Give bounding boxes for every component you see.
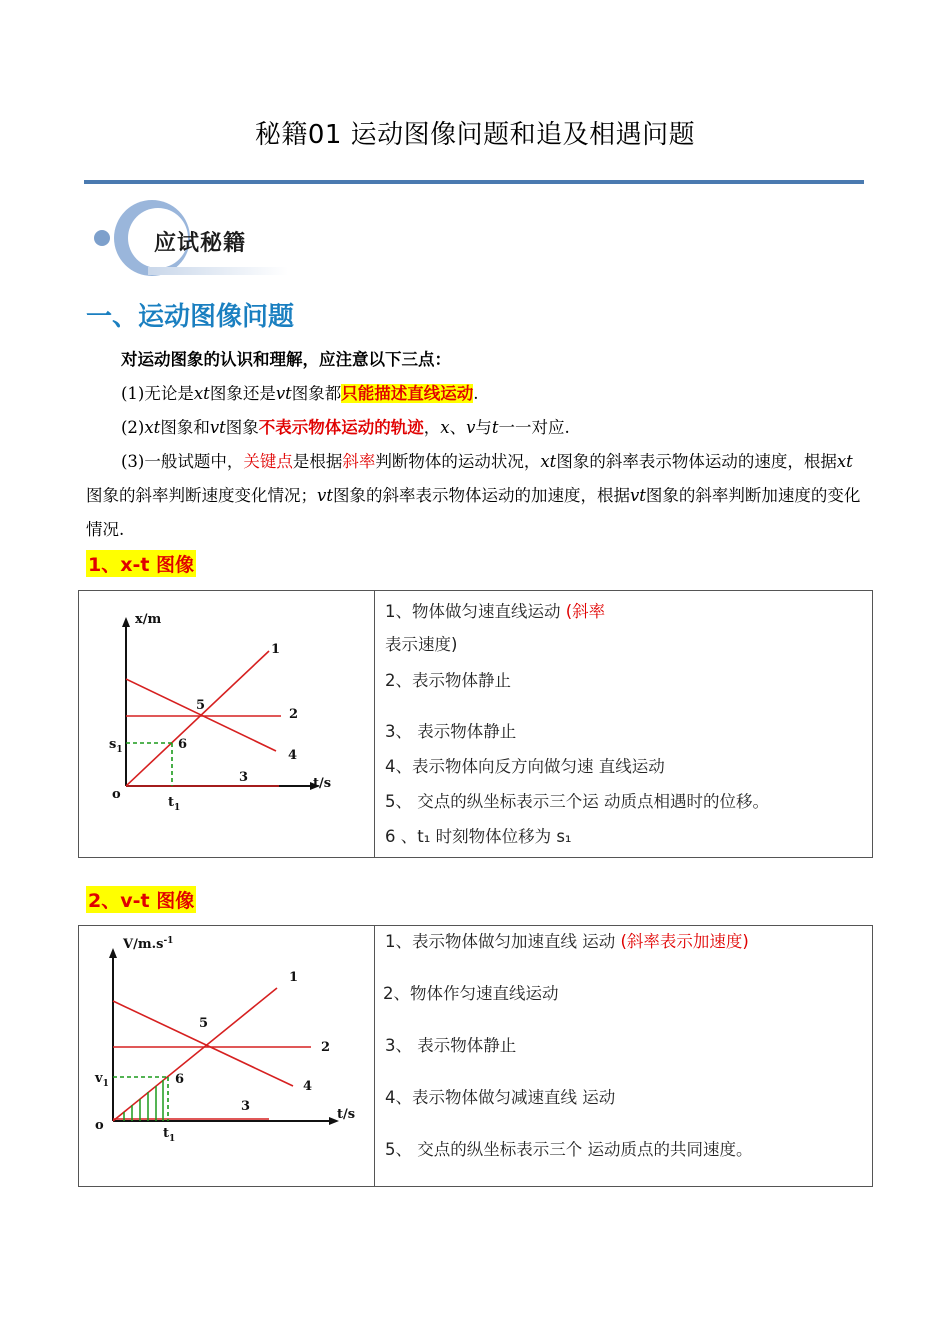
vt-t-sub: 1: [169, 1134, 176, 1144]
xt-y-label: x/m: [135, 612, 162, 627]
point-3: [86, 445, 866, 547]
vt-origin: o: [95, 1118, 104, 1133]
p1-text: .: [473, 384, 479, 403]
vt-y-sup: -1: [163, 936, 174, 946]
xt-t1-label: [168, 795, 180, 813]
vt-line-4: [113, 1001, 293, 1086]
vt-t1-label: [163, 1126, 175, 1144]
p2-vt: vt: [209, 418, 226, 437]
vt-t-letter: t: [163, 1126, 170, 1141]
xt-item-1-note-cont: 表示速度): [385, 635, 458, 654]
p2-text: 图象: [225, 418, 259, 437]
vt-v-letter: v: [95, 1071, 103, 1086]
xt-y-arrow: [122, 617, 130, 627]
p2-t: t: [491, 418, 499, 437]
p2-xt: xt: [144, 418, 161, 437]
xt-label-1: 1: [271, 642, 281, 657]
xt-item-4: 4、表示物体向反方向做匀速 直线运动: [385, 757, 665, 776]
p2-v: v: [466, 418, 476, 437]
p2-text: 一一对应.: [498, 418, 570, 437]
point-2: [86, 411, 866, 445]
xt-heading: 1、x-t 图像: [86, 550, 196, 577]
vt-label-1: 1: [289, 970, 299, 985]
vt-item-2: 2、物体作匀速直线运动: [383, 984, 559, 1003]
vt-label-3: 3: [241, 1099, 251, 1114]
xt-origin: o: [112, 787, 121, 802]
p1-xt: xt: [193, 384, 210, 403]
intro-text: 对运动图象的认识和理解，应注意以下三点：: [121, 350, 451, 369]
vt-table: [78, 925, 873, 1187]
p3-xt: xt: [836, 452, 853, 471]
vt-label-2: 2: [321, 1040, 331, 1055]
vt-item-1-text: 1、表示物体做匀加速直线 运动: [385, 932, 616, 951]
xt-item-2: 2、表示物体静止: [385, 671, 511, 690]
p3-vt: vt: [317, 486, 333, 505]
vt-y-unit: V/m.s: [123, 937, 164, 952]
p3-red-text: 斜率: [342, 452, 376, 471]
vt-v1-label: [94, 1071, 109, 1089]
point-1: [86, 377, 866, 411]
vt-label-4: 4: [303, 1079, 313, 1094]
vt-item-1-note: (斜率表示加速度): [620, 932, 749, 951]
p3-text: 图象的斜率判断速度变化情况；: [86, 486, 317, 505]
xt-x-label: t/s: [313, 776, 332, 791]
page-title: 秘籍01 运动图像问题和追及相遇问题: [254, 120, 696, 150]
xt-graph-cell: [79, 591, 375, 858]
title-divider: [84, 180, 864, 184]
xt-label-4: 4: [288, 748, 298, 763]
vt-heading: 2、v-t 图像: [86, 886, 196, 913]
p3-xt: xt: [540, 452, 557, 471]
xt-table: [78, 590, 873, 858]
banner-label: 应试秘籍: [154, 231, 247, 256]
xt-item-5: 5、 交点的纵坐标表示三个运 动质点相遇时的位移。: [385, 792, 769, 811]
vt-item-3: 3、 表示物体静止: [385, 1036, 517, 1055]
vt-x-label: t/s: [337, 1107, 356, 1122]
p3-text: 是根据: [292, 452, 343, 471]
xt-t-letter: t: [168, 795, 175, 810]
xt-label-3: 3: [239, 770, 249, 785]
vt-item-1: [385, 927, 872, 957]
p2-x: x: [440, 418, 450, 437]
p1-text: 图象还是: [209, 384, 276, 403]
vt-label-6: 6: [175, 1072, 185, 1087]
xt-label-5: 5: [196, 698, 206, 713]
p3-red-text: 关键点: [243, 452, 293, 471]
xt-label-2: 2: [289, 707, 299, 722]
vt-y-arrow: [109, 948, 117, 958]
p3-text: 判断物体的运动状况，: [375, 452, 541, 471]
p3-text: 图象的斜率表示物体运动的加速度，根据: [332, 486, 630, 505]
xt-graph: [79, 591, 374, 853]
vt-graph: [79, 926, 374, 1182]
p1-highlight: 只能描述直线运动: [341, 384, 474, 403]
xt-label-6: 6: [178, 737, 188, 752]
p3-text: 图象的斜率表示物体运动的速度，根据: [556, 452, 837, 471]
p2-text: 、: [449, 418, 467, 437]
section-heading: 一、运动图像问题: [86, 302, 295, 332]
xt-s-sub: 1: [116, 745, 123, 755]
vt-item-4: 4、表示物体做匀减速直线 运动: [385, 1088, 616, 1107]
p2-text: ，: [423, 418, 441, 437]
p1-text: 图象都: [291, 384, 342, 403]
xt-s-letter: s: [109, 737, 117, 752]
xt-description-cell: [375, 591, 873, 858]
intro-paragraph: [86, 343, 866, 377]
vt-item-5: 5、 交点的纵坐标表示三个 运动质点的共同速度。: [385, 1140, 753, 1159]
vt-v-sub: 1: [102, 1079, 109, 1089]
vt-y-label: [122, 936, 173, 952]
xt-item-6: 6 、t₁ 时刻物体位移为 s₁: [385, 827, 572, 846]
p2-text: 图象和: [160, 418, 210, 437]
vt-graph-cell: [79, 926, 375, 1187]
xt-item-1-note: (斜率: [565, 602, 606, 621]
vt-description-cell: [375, 926, 873, 1187]
p1-text: (1)无论是: [121, 384, 194, 403]
p2-red-text: 不表示物体运动的轨迹: [258, 418, 424, 437]
xt-t-sub: 1: [174, 803, 181, 813]
p3-text: 图象的斜率判断加速度的变化情况.: [86, 486, 861, 539]
xt-item-3: 3、 表示物体静止: [385, 722, 517, 741]
vt-label-5: 5: [199, 1016, 209, 1031]
xt-item-1: [385, 595, 872, 628]
p1-vt: vt: [275, 384, 292, 403]
xt-item-1-text: 1、物体做匀速直线运动: [385, 602, 561, 621]
p3-text: (3)一般试题中，: [121, 452, 244, 471]
xt-line-4: [126, 679, 276, 751]
vt-line-1: [113, 988, 277, 1121]
p3-vt: vt: [629, 486, 646, 505]
p2-text: (2): [121, 418, 145, 437]
xt-line-1: [126, 651, 269, 786]
xt-s1-label: [109, 737, 123, 755]
p2-text: 与: [475, 418, 492, 437]
section-banner: [88, 195, 298, 285]
